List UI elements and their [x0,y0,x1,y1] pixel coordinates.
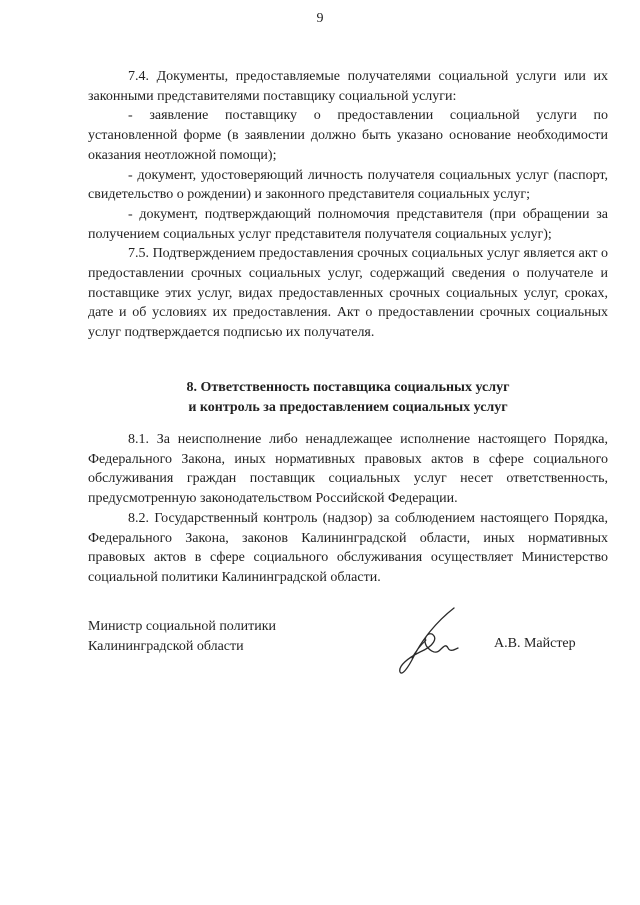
paragraph-8-1: 8.1. За неисполнение либо ненадлежащее исполнение настоящего Порядка, Федерального Закона, иных нормативных правовых актов в сфере социального обслуживания граждан поставщик социальных услуг несет ответственность, предусмотренную законодательством Российской Федерации. [88,432,608,507]
handwritten-signature [392,600,472,682]
paragraph-8-2: 8.2. Государственный контроль (надзор) за соблюдением настоящего Порядка, Федерального Закона, законов Калининградской области, иных нормативных правовых актов в сфере социального обслуживания осуществляет Министерство социальной политики Калининградской области. [88,510,608,585]
paragraph-7-5: 7.5. Подтверждением предоставления срочных социальных услуг является акт о предоставлении срочных социальных услуг, содержащий сведения о получателе и поставщике этих услуг, видах предоставленных срочных социальных услуг, сроках, дате и об условиях их предоставления. Акт о предоставлении срочных социальных услуг подтверждается подписью их получателя. [88,246,608,341]
page-number: 9 [316,11,324,26]
section-7-text [88,67,608,343]
signatory-name: А.В. Майстер [494,636,576,651]
section-8-text [88,430,608,588]
list-item-application: - заявление поставщику о предоставлении социальной услуги по установленной форме (в заявлении должно быть указано основание необходимости оказания неотложной помощи); [88,108,608,163]
signatory-position [88,617,276,656]
section-8-heading-line-1: 8. Ответственность поставщика социальных услуг [186,380,510,395]
section-8-heading [88,378,608,418]
list-item-identity-document: - документ, удостоверяющий личность получателя социальных услуг (паспорт, свидетельство о рождении) и законного представителя социальных услуг; [88,167,608,203]
section-8-heading-line-2: и контроль за предоставлением социальных услуг [188,400,508,415]
signatory-position-line-1: Министр социальной политики [88,619,277,634]
signatory-position-line-2: Калининградской области [88,638,244,654]
list-item-authority-document: - документ, подтверждающий полномочия представителя (при обращении за получением социальных услуг представителя получателя социальных услуг); [88,206,608,242]
paragraph-7-4: 7.4. Документы, предоставляемые получателями социальной услуги или их законными представителями поставщику социальной услуги: [88,69,608,104]
